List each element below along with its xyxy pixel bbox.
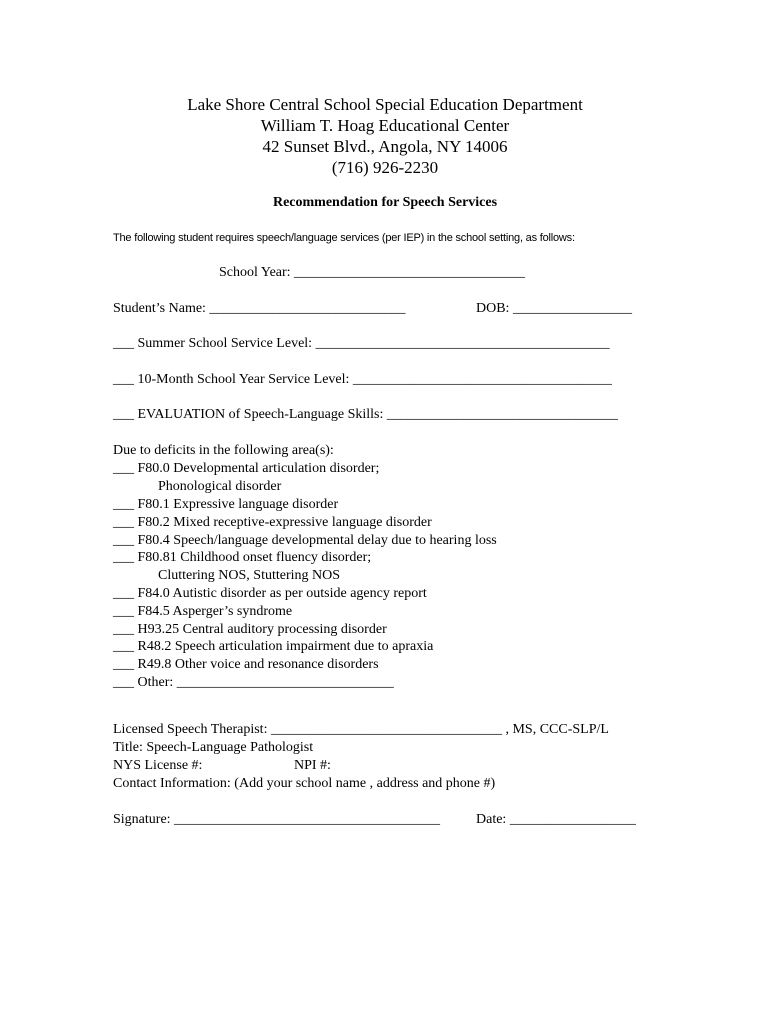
header-line-3: 42 Sunset Blvd., Angola, NY 14006 — [262, 137, 508, 156]
npi-field[interactable]: NPI #: — [294, 758, 331, 773]
header-line-4: (716) 926-2230 — [331, 158, 439, 177]
date-field[interactable]: Date: __________________ — [476, 812, 636, 827]
intro-text: The following student requires speech/language services (per IEP) in the school setting, as follows: — [113, 232, 575, 244]
deficits-heading: Due to deficits in the following area(s): — [113, 443, 334, 458]
summer-service-field[interactable]: ___ Summer School Service Level: __________________________________________ — [113, 336, 610, 351]
header-line-1: Lake Shore Central School Special Education Department — [187, 95, 583, 114]
deficit-item[interactable]: ___ F80.0 Developmental articulation disorder; — [113, 461, 380, 476]
deficit-item[interactable]: ___ R49.8 Other voice and resonance disorders — [113, 657, 379, 672]
deficit-item[interactable]: ___ R48.2 Speech articulation impairment due to apraxia — [113, 639, 434, 654]
deficit-item-continuation: Phonological disorder — [158, 479, 282, 494]
signature-field[interactable]: Signature: ______________________________________ — [113, 812, 441, 827]
deficit-item-continuation: Cluttering NOS, Stuttering NOS — [158, 568, 341, 583]
deficit-item[interactable]: ___ F84.5 Asperger’s syndrome — [113, 604, 293, 619]
evaluation-field[interactable]: ___ EVALUATION of Speech-Language Skills: _________________________________ — [113, 407, 618, 422]
ten-month-service-field[interactable]: ___ 10-Month School Year Service Level: _____________________________________ — [113, 372, 612, 387]
licensed-therapist-field[interactable]: Licensed Speech Therapist: _________________________________ , MS, CCC-SLP/L — [113, 722, 609, 737]
form-title: Recommendation for Speech Services — [272, 195, 498, 210]
deficit-item-other[interactable]: ___ Other: _______________________________ — [113, 675, 394, 690]
dob-field[interactable]: DOB: _________________ — [476, 301, 632, 316]
student-name-field[interactable]: Student’s Name: ____________________________ — [113, 301, 406, 316]
deficit-item[interactable]: ___ F80.1 Expressive language disorder — [113, 497, 339, 512]
therapist-title: Title: Speech-Language Pathologist — [113, 740, 314, 755]
deficit-item[interactable]: ___ F80.4 Speech/language developmental delay due to hearing loss — [113, 533, 497, 548]
deficit-item[interactable]: ___ H93.25 Central auditory processing disorder — [113, 622, 387, 637]
deficit-item[interactable]: ___ F84.0 Autistic disorder as per outside agency report — [113, 586, 427, 601]
header-line-2: William T. Hoag Educational Center — [260, 116, 510, 135]
deficit-item[interactable]: ___ F80.81 Childhood onset fluency disorder; — [113, 550, 372, 565]
deficit-item[interactable]: ___ F80.2 Mixed receptive-expressive language disorder — [113, 515, 432, 530]
nys-license-field[interactable]: NYS License #: — [113, 758, 203, 773]
school-year-field[interactable]: School Year: _________________________________ — [219, 265, 526, 280]
contact-information: Contact Information: (Add your school name , address and phone #) — [113, 776, 496, 791]
